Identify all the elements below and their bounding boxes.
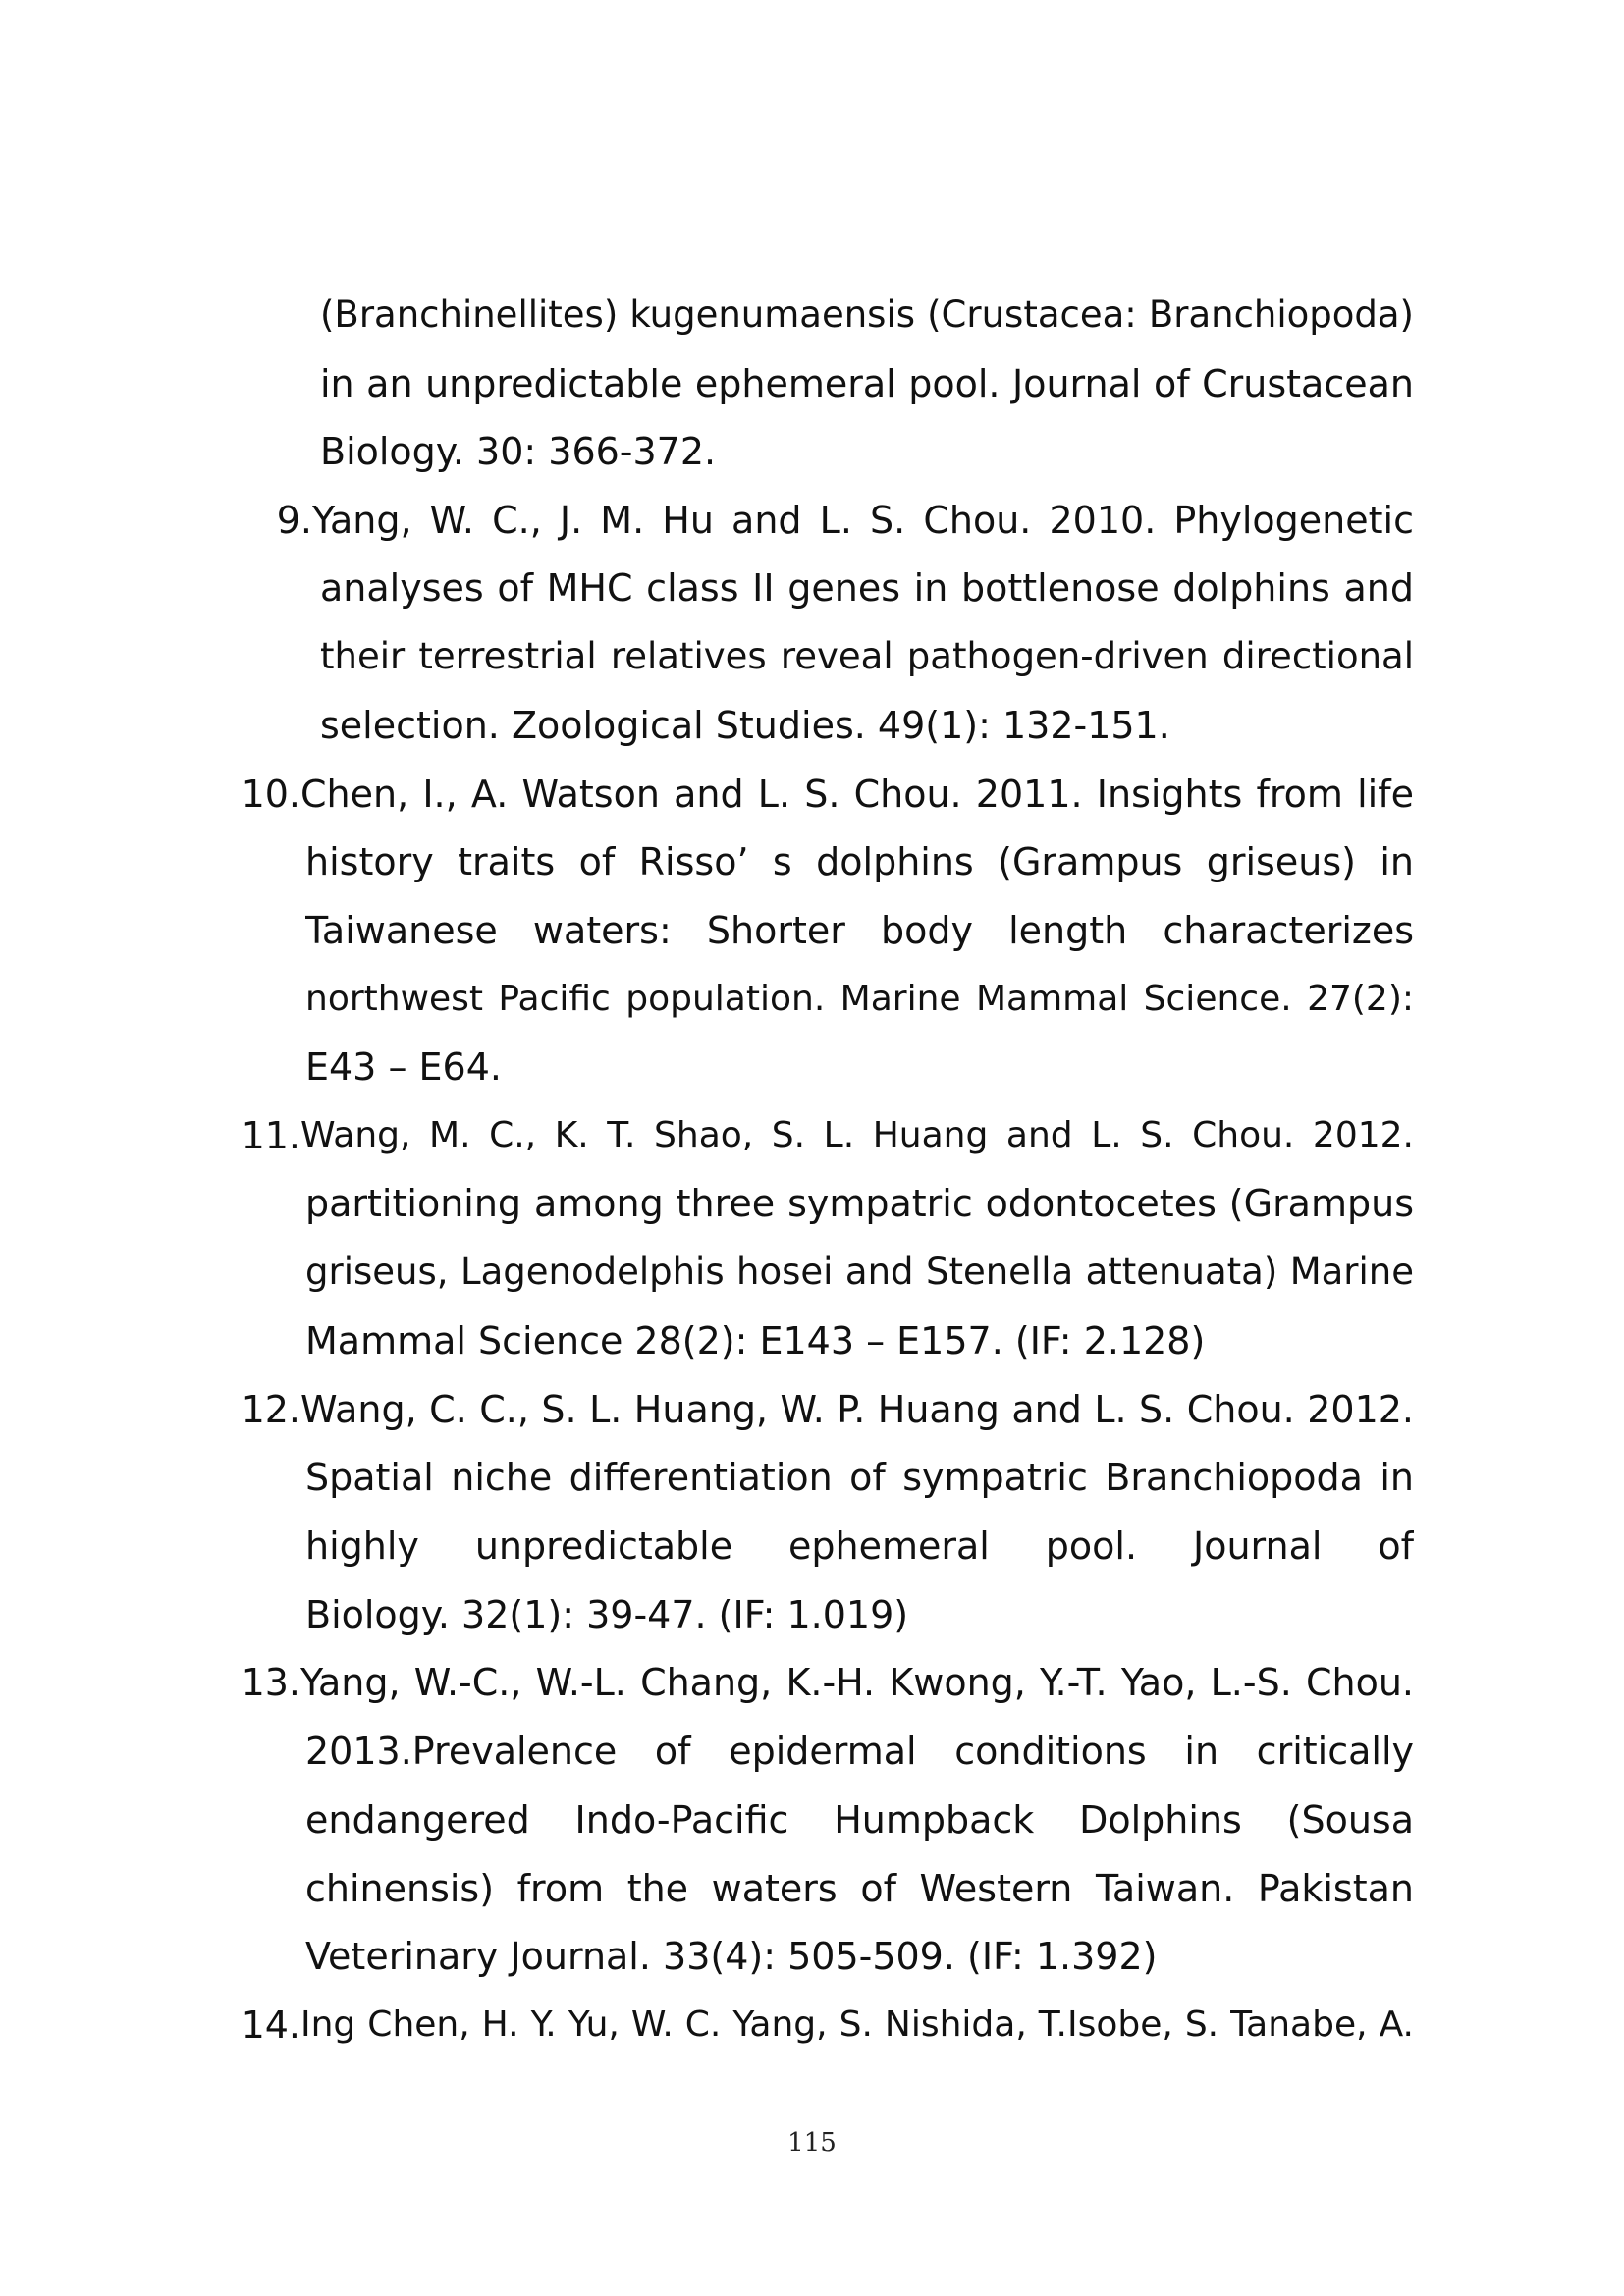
ref-10-line-3: Taiwanese waters: Shorter body length characterizes	[305, 909, 1414, 952]
ref-13-line-3: endangered Indo-Pacific Humpback Dolphins (Sousa	[305, 1798, 1414, 1842]
ref-11-line-1: Wang, M. C., K. T. Shao, S. L. Huang and L. S. Chou. 2012.	[300, 1115, 1414, 1155]
page-number: 115	[787, 2128, 837, 2158]
ref-12-line-3: highly unpredictable ephemeral pool. Journal of	[305, 1524, 1414, 1568]
ref-9-line-3: their terrestrial relatives reveal pathogen-driven directional	[320, 635, 1414, 677]
ref-11-line-3: griseus, Lagenodelphis hosei and Stenella attenuata) Marine	[305, 1251, 1414, 1293]
ref-9-line-2: analyses of MHC class II genes in bottlenose dolphins and	[320, 566, 1414, 610]
ref-13-line-1: Yang, W.-C., W.-L. Chang, K.-H. Kwong, Y.-T. Yao, L.-S. Chou.	[300, 1661, 1414, 1704]
ref-13-line-2: 2013.Prevalence of epidermal conditions in critically	[305, 1730, 1414, 1773]
ref-10-line-4: northwest Pacific population. Marine Mammal Science. 27(2):	[305, 979, 1414, 1019]
ref-8-line-2: in an unpredictable ephemeral pool. Journal of Crustacean	[320, 362, 1414, 405]
ref-10-number: 10.	[241, 773, 300, 816]
ref-12-line-1: Wang, C. C., S. L. Huang, W. P. Huang and L. S. Chou. 2012.	[300, 1388, 1414, 1431]
ref-13-number: 13.	[241, 1661, 300, 1704]
ref-9-number: 9.	[276, 499, 312, 542]
ref-11-number: 11.	[241, 1114, 300, 1157]
ref-10-line-5: E43 – E64.	[305, 1045, 502, 1089]
ref-11-line-2: partitioning among three sympatric odontocetes (Grampus	[305, 1182, 1414, 1225]
ref-9-line-1: Yang, W. C., J. M. Hu and L. S. Chou. 2010. Phylogenetic	[312, 499, 1414, 542]
ref-12-line-2: Spatial niche differentiation of sympatric Branchiopoda in	[305, 1456, 1414, 1499]
ref-8-line-3: Biology. 30: 366-372.	[320, 430, 717, 473]
ref-12-line-4: Biology. 32(1): 39-47. (IF: 1.019)	[305, 1593, 909, 1636]
ref-10-line-2: history traits of Risso’ s dolphins (Grampus griseus) in	[305, 840, 1414, 883]
ref-10-line-1: Chen, I., A. Watson and L. S. Chou. 2011. Insights from life	[300, 773, 1414, 816]
ref-14-line-1: Ing Chen, H. Y. Yu, W. C. Yang, S. Nishida, T.Isobe, S. Tanabe, A.	[300, 2004, 1414, 2045]
ref-9-line-4: selection. Zoological Studies. 49(1): 132-151.	[320, 704, 1170, 747]
ref-11-line-4: Mammal Science 28(2): E143 – E157. (IF: 2.128)	[305, 1319, 1206, 1362]
ref-8-line-1: (Branchinellites) kugenumaensis (Crustacea: Branchiopoda)	[320, 294, 1414, 336]
ref-13-line-5: Veterinary Journal. 33(4): 505-509. (IF: 1.392)	[305, 1935, 1158, 1978]
ref-14-number: 14.	[241, 2003, 300, 2047]
ref-13-line-4: chinensis) from the waters of Western Taiwan. Pakistan	[305, 1867, 1414, 1910]
ref-12-number: 12.	[241, 1388, 300, 1431]
